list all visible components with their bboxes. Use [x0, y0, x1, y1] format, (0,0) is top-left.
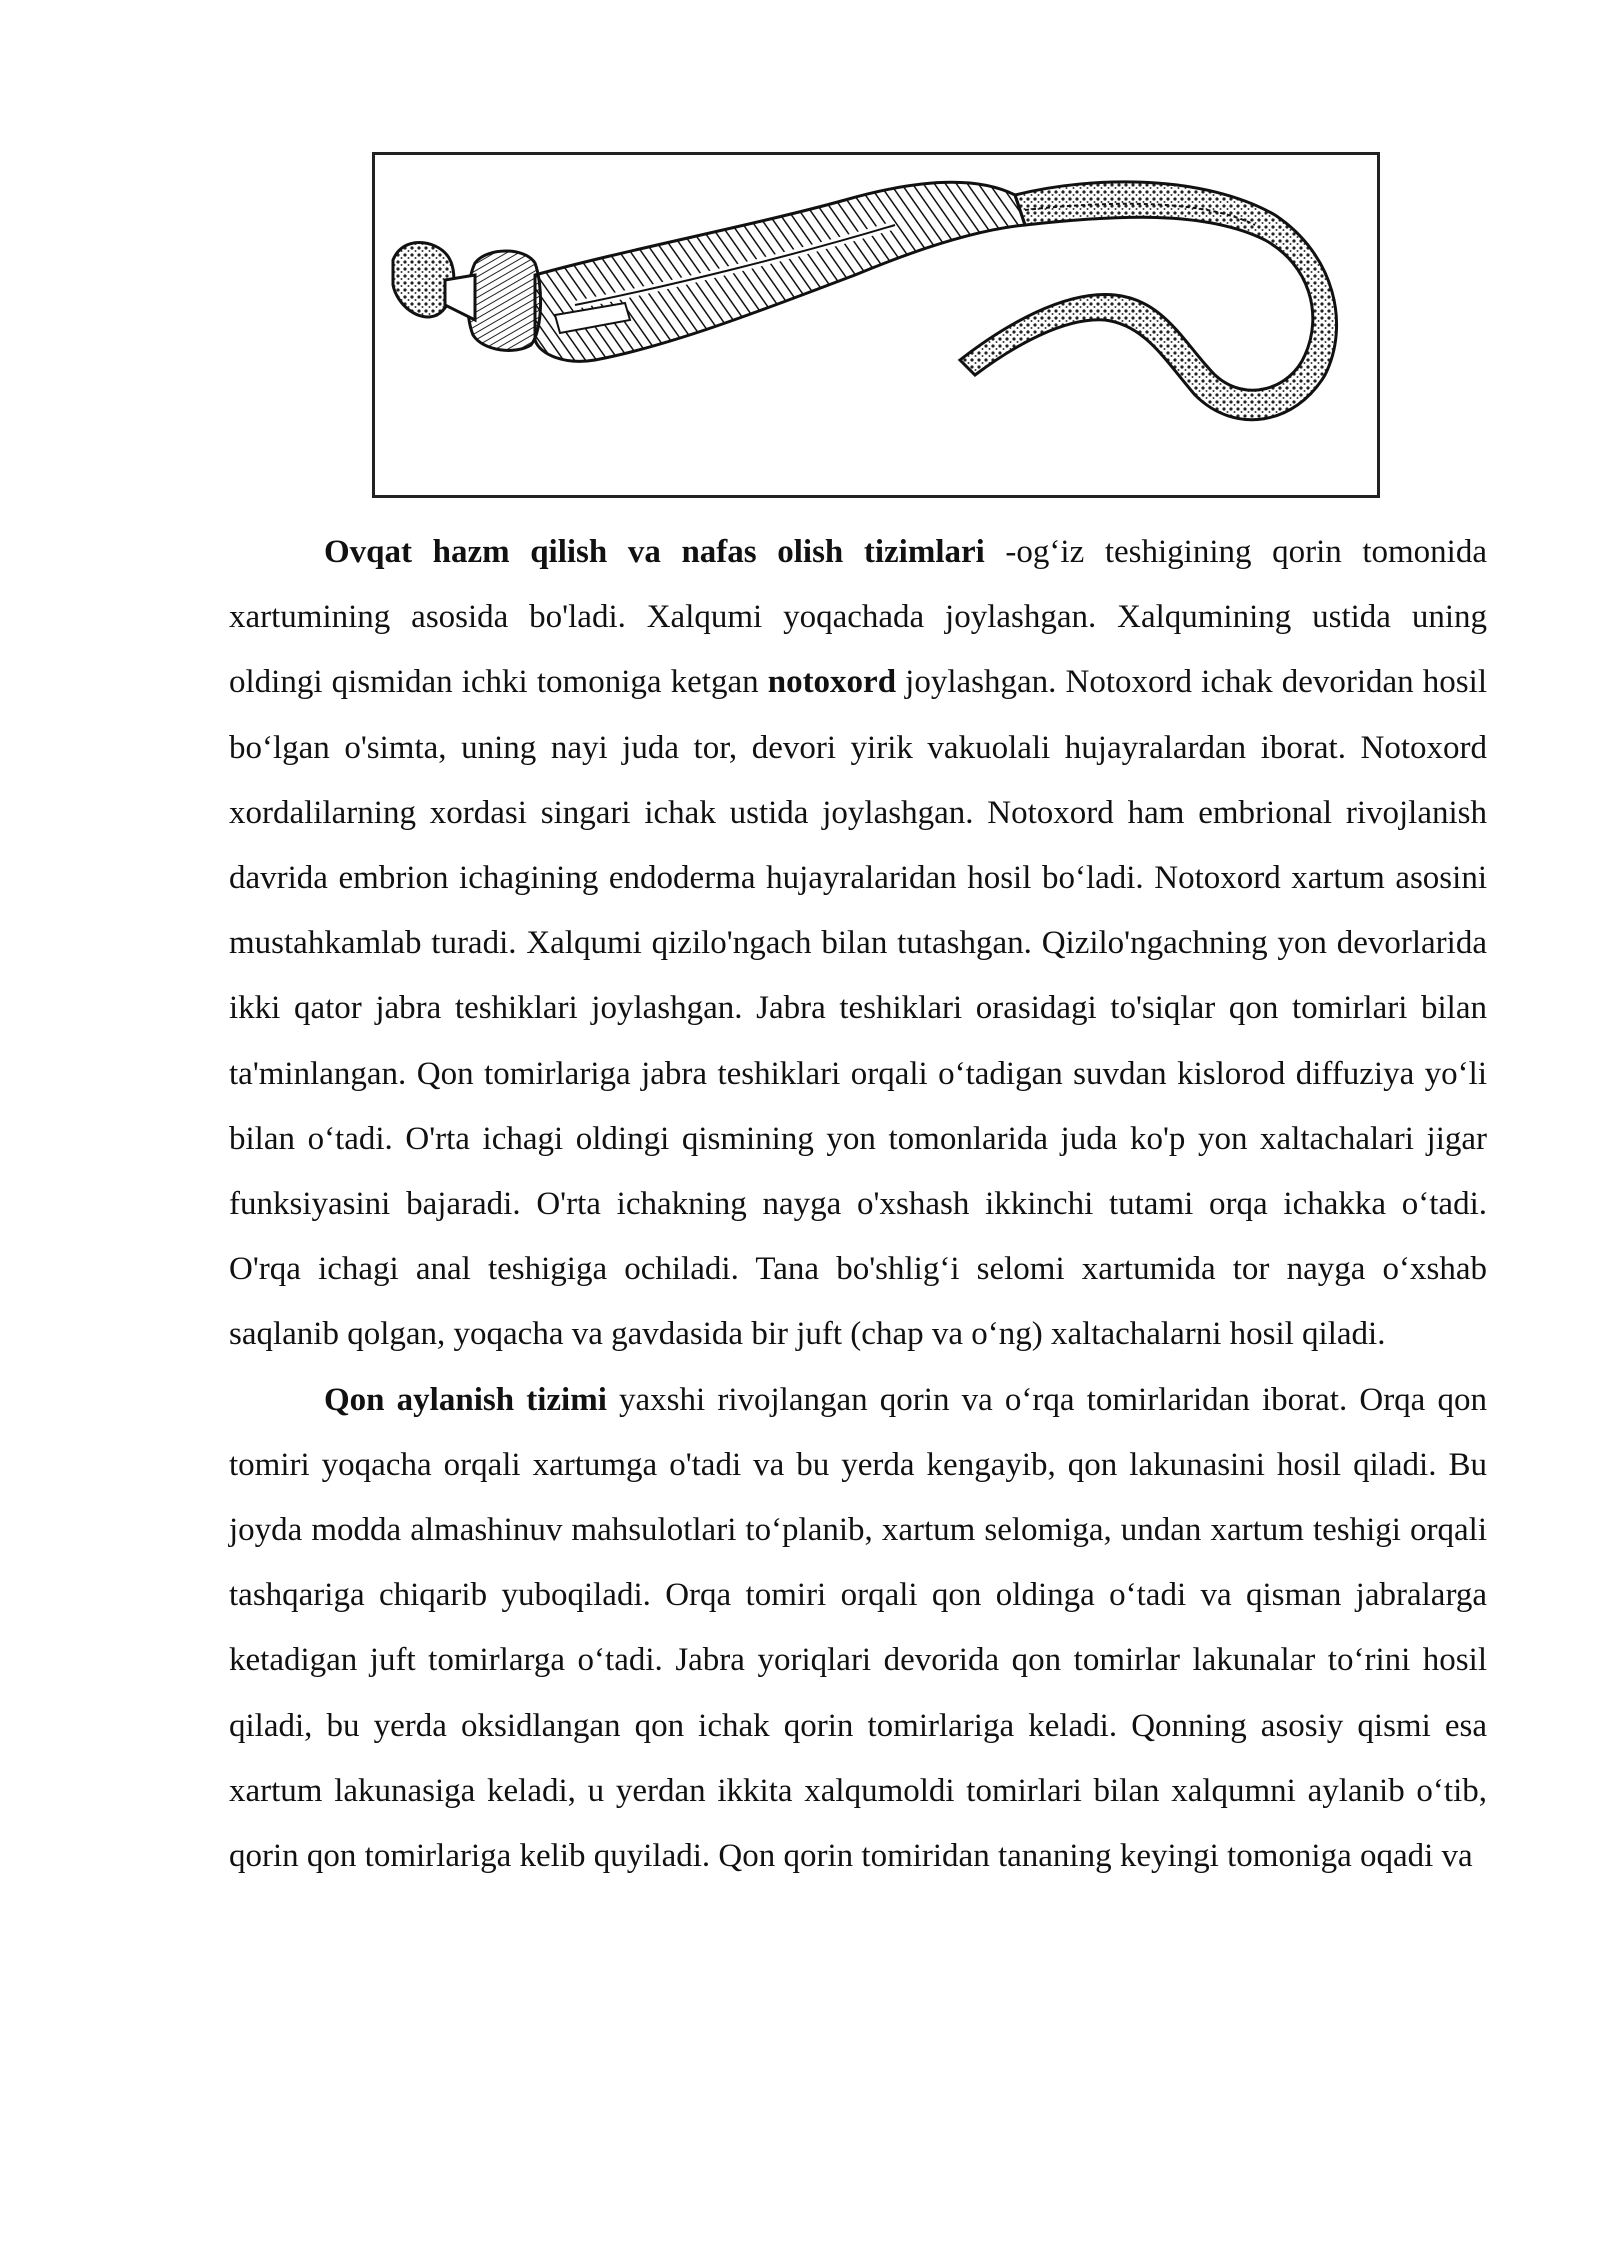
heading-circulatory: Qon aylanish tizimi — [324, 1381, 607, 1418]
lancelet-illustration-icon — [375, 155, 1377, 495]
heading-digestive-respiratory: Ovqat hazm qilish va nafas olish tizimlari — [324, 534, 985, 570]
paragraph-text: -og‘iz teshigining qorin tomonida xartumining asosida bo'ladi. Xalqumi yoqachada joylashgan. Xalqumining ustida uning oldingi qismidan ichki tomoniga ketgan — [229, 534, 1487, 701]
term-notochord: notoxord — [767, 664, 897, 701]
paragraph-circulatory — [229, 1368, 1487, 1890]
paragraph-digestive-respiratory — [229, 520, 1487, 1368]
body-text — [229, 520, 1487, 1889]
paragraph-text: yaxshi rivojlangan qorin va o‘rqa tomirlaridan iborat. Orqa qon tomiri yoqacha orqali xartumga o'tadi va bu yerda kengayib, qon lakunasini hosil qiladi. Bu joyda modda almashinuv mahsulotlari to‘planib, xartum selomiga, undan xartum teshigi orqali tashqariga chiqarib yuboqiladi. Orqa tomiri orqali qon oldinga o‘tadi va qisman jabralarga ketadigan juft tomirlarga o‘tadi. Jabra yoriqlari devorida qon tomirlar lakunalar to‘rini hosil qiladi, bu yerda oksidlangan qon ichak qorin tomirlariga keladi. Qonning asosiy qismi esa xartum lakunasiga keladi, u yerdan ikkita xalqumoldi tomirlari bilan xalqumni aylanib o‘tib, qorin qon tomirlariga kelib quyiladi. Qon qorin tomiridan tananing keyingi tomoniga oqadi va — [229, 1381, 1487, 1875]
paragraph-text: joylashgan. Notoxord ichak devoridan hosil bo‘lgan o'simta, uning nayi juda tor, devori yirik vakuolali hujayralardan iborat. Notoxord xordalilarning xordasi singari ichak ustida joylashgan. Notoxord ham embrional rivojlanish davrida embrion ichagining endoderma hujayralaridan hosil bo‘ladi. Notoxord xartum asosini mustahkamlab turadi. Xalqumi qizilo'ngach bilan tutashgan. Qizilo'ngachning yon devorlarida ikki qator jabra teshiklari joylashgan. Jabra teshiklari orasidagi to'siqlar qon tomirlari bilan ta'minlangan. Qon tomirlariga jabra teshiklari orqali o‘tadigan suvdan kislorod diffuziya yo‘li bilan o‘tadi. O'rta ichagi oldingi qismining yon tomonlarida juda ko'p yon xaltachalari jigar funksiyasini bajaradi. O'rta ichakning nayga o'xshash ikkinchi tutami orqa ichakka o‘tadi. O'rqa ichagi anal teshigiga ochiladi. Tana bo'shlig‘i selomi xartumida tor nayga o‘xshab saqlanib qolgan, yoqacha va gavdasida bir juft (chap va o‘ng) xaltachalarni hosil qiladi. — [229, 664, 1487, 1353]
figure-frame — [372, 152, 1380, 498]
